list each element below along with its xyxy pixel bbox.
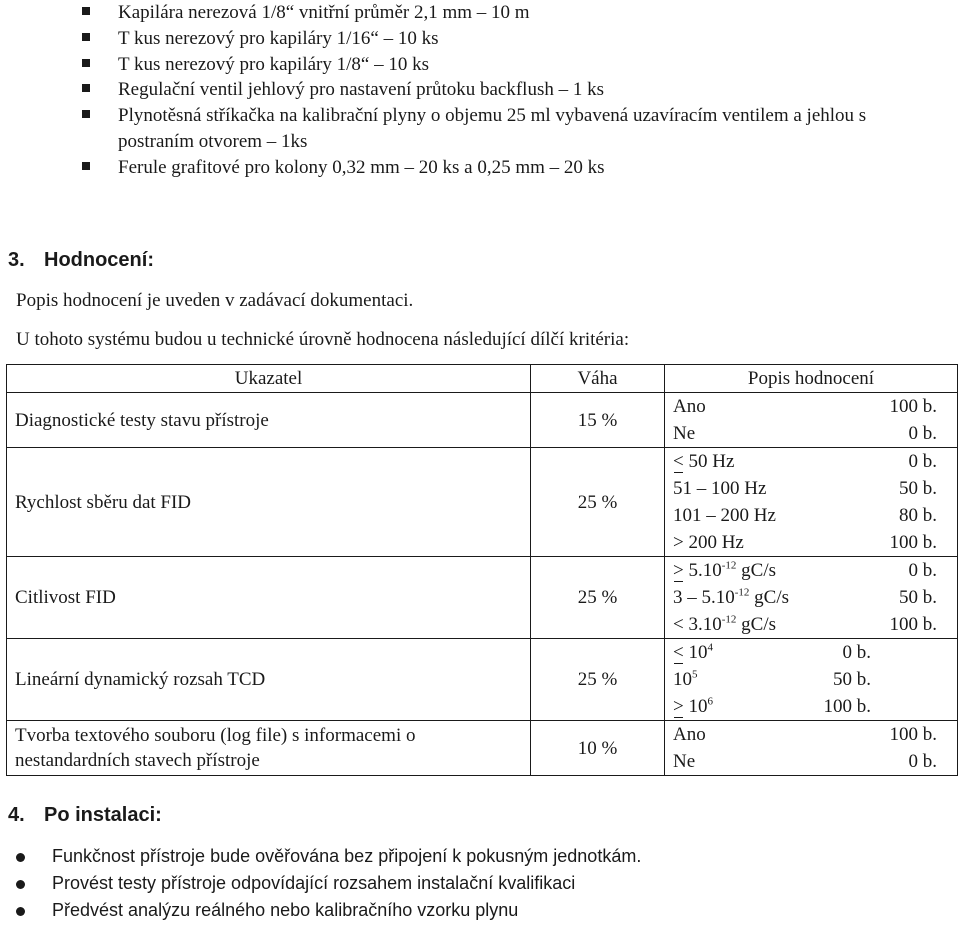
score-exponent: 6 bbox=[707, 695, 713, 708]
score-condition: 10 bbox=[688, 696, 708, 717]
score-points: 50 b. bbox=[833, 669, 871, 690]
score-exponent: 5 bbox=[692, 668, 698, 681]
criterion-label: Diagnostické testy stavu přístroje bbox=[7, 393, 531, 448]
criterion-weight: 10 % bbox=[531, 721, 665, 776]
score-condition: 10 bbox=[673, 669, 692, 690]
parts-list bbox=[82, 0, 942, 181]
score-exponent: 4 bbox=[707, 641, 713, 654]
score-line bbox=[673, 557, 949, 584]
score-condition: Ne bbox=[673, 751, 696, 772]
list-item: Ferule grafitové pro kolony 0,32 mm – 20 ks a 0,25 mm – 20 ks bbox=[82, 155, 942, 181]
score-points: 100 b. bbox=[889, 396, 937, 417]
criterion-label: Lineární dynamický rozsah TCD bbox=[7, 639, 531, 721]
score-line bbox=[673, 721, 949, 748]
score-unit: gC/s bbox=[736, 614, 776, 635]
score-points: 100 b. bbox=[889, 614, 937, 635]
score-points: 100 b. bbox=[889, 532, 937, 553]
score-line bbox=[673, 584, 949, 611]
section-number: 4. bbox=[8, 804, 25, 826]
score-condition: Ano bbox=[673, 396, 706, 417]
score-condition: Ne bbox=[673, 423, 696, 444]
score-points: 0 b. bbox=[908, 560, 937, 581]
score-points: 100 b. bbox=[889, 724, 937, 745]
list-item: T kus nerezový pro kapiláry 1/8“ – 10 ks bbox=[82, 52, 942, 78]
score-line bbox=[673, 748, 949, 775]
post-install-list bbox=[14, 843, 641, 924]
score-points: 0 b. bbox=[908, 451, 937, 472]
score-points: 50 b. bbox=[899, 587, 937, 608]
score-line bbox=[673, 666, 949, 693]
table-row bbox=[7, 393, 958, 448]
criterion-label: Tvorba textového souboru (log file) s informacemi o nestandardních stavech přístroje bbox=[7, 721, 531, 776]
list-item: Regulační ventil jehlový pro nastavení průtoku backflush – 1 ks bbox=[82, 77, 942, 103]
score-line bbox=[673, 611, 949, 638]
table-row bbox=[7, 557, 958, 639]
list-item: Provést testy přístroje odpovídající rozsahem instalační kvalifikaci bbox=[14, 870, 641, 897]
criterion-scoring bbox=[665, 557, 958, 639]
section-number: 3. bbox=[8, 249, 25, 271]
column-header: Váha bbox=[531, 365, 665, 393]
greater-equal-sign: > bbox=[673, 693, 684, 720]
score-line bbox=[673, 639, 949, 666]
criterion-scoring bbox=[665, 639, 958, 721]
score-line bbox=[673, 420, 949, 447]
score-condition: < 3.10 bbox=[673, 614, 722, 635]
score-condition: Ano bbox=[673, 724, 706, 745]
score-condition: 50 Hz bbox=[688, 451, 735, 472]
table-row bbox=[7, 721, 958, 776]
score-line bbox=[673, 693, 949, 720]
score-unit: gC/s bbox=[736, 560, 776, 581]
score-exponent: -12 bbox=[721, 559, 737, 572]
section-title: Po instalaci: bbox=[44, 804, 162, 826]
score-line bbox=[673, 448, 949, 475]
score-line bbox=[673, 529, 949, 556]
score-points: 80 b. bbox=[899, 505, 937, 526]
criteria-intro-paragraph: U tohoto systému budou u technické úrovně hodnocena následující dílčí kritéria: bbox=[16, 329, 630, 350]
list-item: Předvést analýzu reálného nebo kalibračního vzorku plynu bbox=[14, 897, 641, 924]
score-points: 0 b. bbox=[908, 751, 937, 772]
score-points: 0 b. bbox=[842, 642, 871, 663]
greater-equal-sign: > bbox=[673, 557, 684, 584]
list-item: Plynotěsná stříkačka na kalibrační plyny o objemu 25 ml vybavená uzavíracím ventilem a jehlou s postraním otvorem – 1ks bbox=[82, 103, 942, 155]
score-exponent: -12 bbox=[721, 613, 737, 626]
table-row bbox=[7, 448, 958, 557]
score-condition: 5.10 bbox=[688, 560, 722, 581]
criterion-scoring bbox=[665, 721, 958, 776]
criterion-scoring bbox=[665, 448, 958, 557]
score-exponent: -12 bbox=[734, 586, 750, 599]
score-points: 0 b. bbox=[908, 423, 937, 444]
score-condition: 101 – 200 Hz bbox=[673, 505, 776, 526]
criterion-weight: 25 % bbox=[531, 557, 665, 639]
column-header: Popis hodnocení bbox=[665, 365, 958, 393]
score-line bbox=[673, 475, 949, 502]
score-unit: gC/s bbox=[749, 587, 790, 608]
criterion-label: Citlivost FID bbox=[7, 557, 531, 639]
table-header-row bbox=[7, 365, 958, 393]
criterion-label: Rychlost sběru dat FID bbox=[7, 448, 531, 557]
list-item: Kapilára nerezová 1/8“ vnitřní průměr 2,1 mm – 10 m bbox=[82, 0, 942, 26]
score-points: 100 b. bbox=[823, 696, 871, 717]
score-condition: 10 bbox=[688, 642, 708, 663]
score-line bbox=[673, 502, 949, 529]
list-item: Funkčnost přístroje bude ověřována bez připojení k pokusným jednotkám. bbox=[14, 843, 641, 870]
criterion-weight: 25 % bbox=[531, 639, 665, 721]
criterion-scoring bbox=[665, 393, 958, 448]
table-row bbox=[7, 639, 958, 721]
criterion-weight: 15 % bbox=[531, 393, 665, 448]
criterion-weight: 25 % bbox=[531, 448, 665, 557]
criteria-table bbox=[6, 364, 958, 776]
evaluation-paragraph: Popis hodnocení je uveden v zadávací dokumentaci. bbox=[16, 290, 414, 311]
less-equal-sign: < bbox=[673, 448, 684, 475]
section-4-heading bbox=[8, 803, 162, 827]
less-equal-sign: < bbox=[673, 639, 684, 666]
score-line bbox=[673, 393, 949, 420]
score-points: 50 b. bbox=[899, 478, 937, 499]
score-condition: 3 – 5.10 bbox=[673, 587, 735, 608]
score-condition: 51 – 100 Hz bbox=[673, 478, 767, 499]
list-item: T kus nerezový pro kapiláry 1/16“ – 10 ks bbox=[82, 26, 942, 52]
column-header: Ukazatel bbox=[7, 365, 531, 393]
section-3-heading bbox=[8, 248, 154, 272]
score-condition: > 200 Hz bbox=[673, 532, 744, 553]
section-title: Hodnocení: bbox=[44, 249, 154, 271]
